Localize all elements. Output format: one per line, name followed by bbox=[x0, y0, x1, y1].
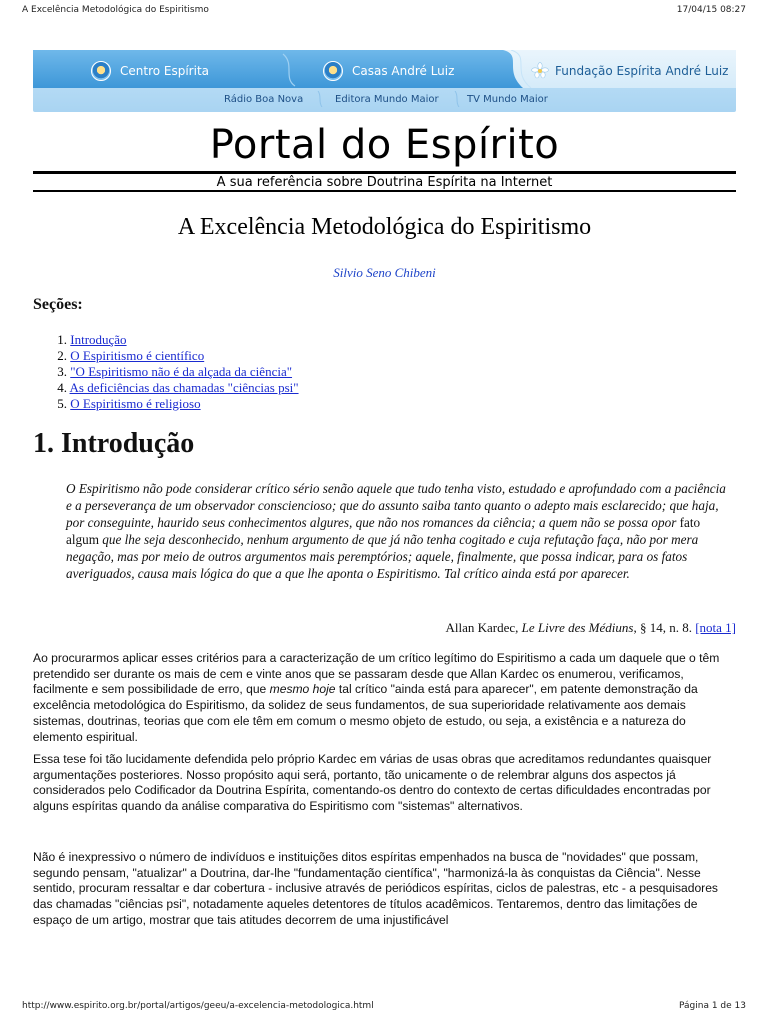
print-header bbox=[0, 0, 768, 20]
paragraph-3: Não é inexpressivo o número de indivíduos e instituições ditos espíritas empenhados na busca de "novidades" que possam, segundo pensam, "atualizar" a Doutrina, dar-lhe "fundamentação científica", "harmonizá-la às conquistas da Ciência". Nesse sentido, procuram ressaltar e dar cobertura - inclusive através de periódicos espíritas, ciclos de palestras, etc - a pesquisadores das chamadas "ciências psi", notadamente aqueles detentores de títulos acadêmicos. Tentaremos, dentro das limitações de espaço de um artigo, mostrar que tais atitudes decorrem de uma injustificável bbox=[33, 850, 718, 927]
portal-subtitle: A sua referência sobre Doutrina Espírita na Internet bbox=[216, 175, 553, 190]
flower-logo-icon bbox=[531, 62, 549, 80]
toc-item: 3. "O Espiritismo não é da alçada da ciência" bbox=[57, 364, 293, 379]
toc-link-cientifico[interactable]: O Espiritismo é científico bbox=[70, 348, 205, 363]
banner-link-label: Casas André Luiz bbox=[352, 64, 455, 78]
toc-link-introducao[interactable]: Introdução bbox=[70, 332, 127, 347]
toc-item: 2. O Espiritismo é científico bbox=[57, 348, 205, 363]
subnav-editora-mundo-maior[interactable]: Editora Mundo Maior bbox=[335, 94, 439, 105]
subnav-separator bbox=[316, 91, 324, 107]
portal-rule-bottom bbox=[33, 190, 736, 192]
portal-title[interactable]: Portal do Espírito bbox=[209, 122, 560, 168]
article-title: A Excelência Metodológica do Espiritismo bbox=[177, 214, 592, 240]
site-banner bbox=[33, 50, 736, 112]
portal-rule-top bbox=[33, 171, 736, 174]
toc-link-religioso[interactable]: O Espiritismo é religioso bbox=[70, 396, 201, 411]
paragraph-1: Ao procurarmos aplicar esses critérios para a caracterização de um crítico legítimo do Espiritismo a cada um daquele que o têm pretendido ser durante os mais de cem e vinte anos que se passaram desde que Allan Kardec os enumerou, verificamos, facilmente e sem possibilidade de erro, que mesmo hoje tal crítico "ainda está para aparecer", em patente demonstração da excelência metodológica do Espiritismo, da solidez de seus fundamentos, de sua superioridade relativamente aos demais sistemas, doutrinas, teorias que com ele têm em comum o mesmo objeto de estudo, ou seja, a existência e a natureza do elemento espiritual. bbox=[33, 651, 720, 744]
banner-link-fundacao[interactable] bbox=[531, 60, 728, 82]
banner-link-label: Centro Espírita bbox=[120, 64, 210, 78]
toc-item: 1. Introdução bbox=[57, 332, 127, 347]
note-1-link[interactable]: [nota 1] bbox=[695, 620, 736, 635]
casas-logo-icon bbox=[323, 61, 343, 81]
subnav-separator bbox=[453, 91, 461, 107]
banner-link-casas-andre-luiz[interactable] bbox=[323, 60, 454, 82]
print-footer bbox=[0, 996, 768, 1016]
sections-label: Seções: bbox=[33, 296, 83, 313]
paragraph-2: Essa tese foi tão lucidamente defendida pelo próprio Kardec em várias de usas obras que acreditamos redundantes quaisquer argumentações posteriores. Nosso propósito aqui será, portanto, tão unicamente o de relembrar alguns dos aspectos já considerados pelo Codificador da Doutrina Espírita, comentando-os dentro do contexto de certas dificuldades encontradas por alguns espíritas quando da análise comparativa do Espiritismo com "sistemas" alternativos. bbox=[33, 752, 712, 814]
toc-item: 4. As deficiências das chamadas "ciências psi" bbox=[57, 380, 299, 395]
toc-link-alcada-ciencia[interactable]: "O Espiritismo não é da alçada da ciência" bbox=[70, 364, 293, 379]
section-heading-introducao: 1. Introdução bbox=[33, 428, 195, 459]
print-footer-page: Página 1 de 13 bbox=[679, 1001, 746, 1011]
banner-link-label: Fundação Espírita André Luiz bbox=[555, 64, 729, 78]
banner-link-centro-espirita[interactable] bbox=[91, 60, 209, 82]
article-author: Silvio Seno Chibeni bbox=[333, 265, 436, 280]
subnav-tv-mundo-maior[interactable]: TV Mundo Maior bbox=[467, 94, 548, 105]
sections-list bbox=[33, 332, 299, 412]
print-header-datetime: 17/04/15 08:27 bbox=[676, 5, 746, 15]
print-header-title: A Excelência Metodológica do Espiritismo bbox=[22, 5, 209, 15]
toc-link-ciencias-psi[interactable]: As deficiências das chamadas "ciências psi" bbox=[69, 380, 299, 395]
banner-subnav bbox=[33, 88, 736, 112]
quote-attribution: Allan Kardec, Le Livre des Médiuns, § 14, n. 8. [nota 1] bbox=[445, 620, 736, 635]
print-footer-url: http://www.espirito.org.br/portal/artigos/geeu/a-excelencia-metodologica.html bbox=[22, 1001, 374, 1011]
centro-logo-icon bbox=[91, 61, 111, 81]
toc-item: 5. O Espiritismo é religioso bbox=[57, 396, 201, 411]
kardec-quote: O Espiritismo não pode considerar crítico sério senão aquele que tudo tenha visto, estudado e aprofundado com a paciência e a perseverança de um observador consciencioso; que do assunto saiba tanto quanto o adepto mais esclarecido; que haja, por conseguinte, haurido seus conhecimentos algures, que não nos romances da ciência; a quem não se possa opor fato algum que lhe seja desconhecido, nenhum argumento de que já não tenha cogitado e cuja refutação faça, não por mera negação, mas por meio de outros argumentos mais peremptórios; aquele, finalmente, que possa indicar, para os fatos averiguados, causa mais lógica do que a que lhe aponta o Espiritismo. Tal crítico ainda está por aparecer. bbox=[66, 481, 726, 582]
subnav-radio-boa-nova[interactable]: Rádio Boa Nova bbox=[224, 94, 304, 105]
